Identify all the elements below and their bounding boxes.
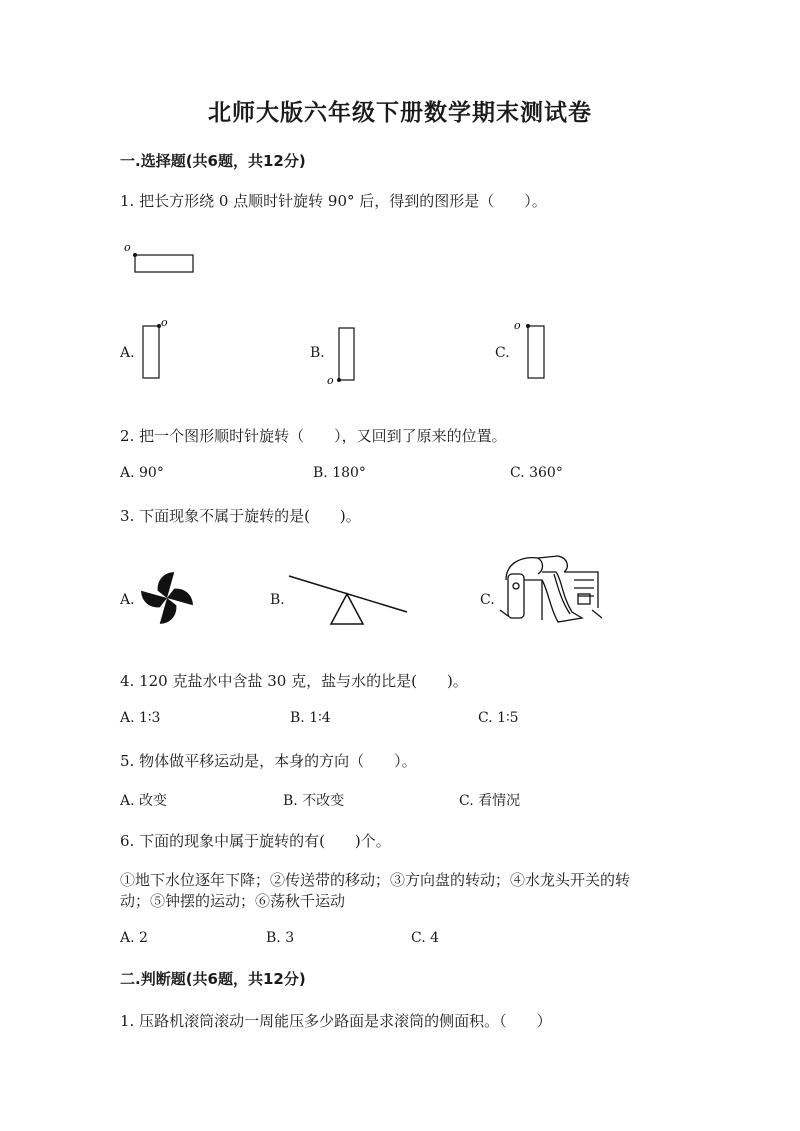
q3-option-b-label: B.: [270, 592, 285, 608]
page-title: 北师大版六年级下册数学期末测试卷: [208, 99, 592, 126]
question-3-text: 3. 下面现象不属于旋转的是( )。: [120, 507, 361, 525]
q6-option-b: B. 3: [266, 930, 295, 946]
point-o-label: o: [124, 241, 131, 254]
q1-option-b-figure: [325, 325, 365, 389]
q2-option-c: C. 360°: [510, 465, 563, 481]
section-heading-choice: 一.选择题(共6题，共12分): [120, 152, 306, 170]
q4-option-a: A. 1∶3: [120, 710, 161, 726]
original-rectangle-figure: [120, 240, 200, 280]
question-6-detail-line-2: 动；⑤钟摆的运动；⑥荡秋千运动: [120, 892, 346, 910]
question-5-text: 5. 物体做平移运动是，本身的方向（ ）。: [120, 752, 417, 770]
question-6-text: 6. 下面的现象中属于旋转的有( )个。: [120, 832, 391, 850]
q6-option-c: C. 4: [411, 930, 440, 946]
q2-option-b: B. 180°: [313, 465, 366, 481]
pinwheel-icon: [138, 570, 196, 626]
q5-option-b: B. 不改变: [283, 793, 345, 809]
q5-option-a: A. 改变: [120, 793, 168, 809]
section-heading-judgement: 二.判断题(共6题，共12分): [120, 970, 306, 988]
q3-option-a-label: A.: [120, 592, 135, 608]
q3-option-c-label: C.: [480, 592, 495, 608]
q1-option-c-figure: [512, 318, 552, 382]
q1-option-c-label: C.: [495, 345, 510, 361]
q6-option-a: A. 2: [120, 930, 148, 946]
question-6-detail-line-1: ①地下水位逐年下降；②传送带的移动；③方向盘的转动；④水龙头开关的转: [120, 871, 631, 889]
q5-option-c: C. 看情况: [459, 793, 521, 809]
slide-icon: [498, 550, 608, 630]
q2-option-a: A. 90°: [120, 465, 164, 481]
q1-option-a-figure: [140, 318, 180, 382]
question-1-text: 1. 把长方形绕 0 点顺时针旋转 90° 后，得到的图形是（ ）。: [120, 192, 547, 210]
judgement-1-text: 1. 压路机滚筒滚动一周能压多少路面是求滚筒的侧面积。（ ）: [120, 1012, 552, 1030]
point-o-label: o: [327, 374, 334, 387]
q4-option-c: C. 1∶5: [478, 710, 519, 726]
question-4-text: 4. 120 克盐水中含盐 30 克，盐与水的比是( )。: [120, 672, 468, 690]
q4-option-b: B. 1∶4: [290, 710, 331, 726]
q1-option-a-label: A.: [120, 345, 135, 361]
point-o-label: o: [161, 316, 168, 329]
question-2-text: 2. 把一个图形顺时针旋转（ ），又回到了原来的位置。: [120, 427, 507, 445]
q1-option-b-label: B.: [310, 345, 325, 361]
point-o-label: o: [514, 319, 521, 332]
seesaw-icon: [285, 572, 415, 628]
